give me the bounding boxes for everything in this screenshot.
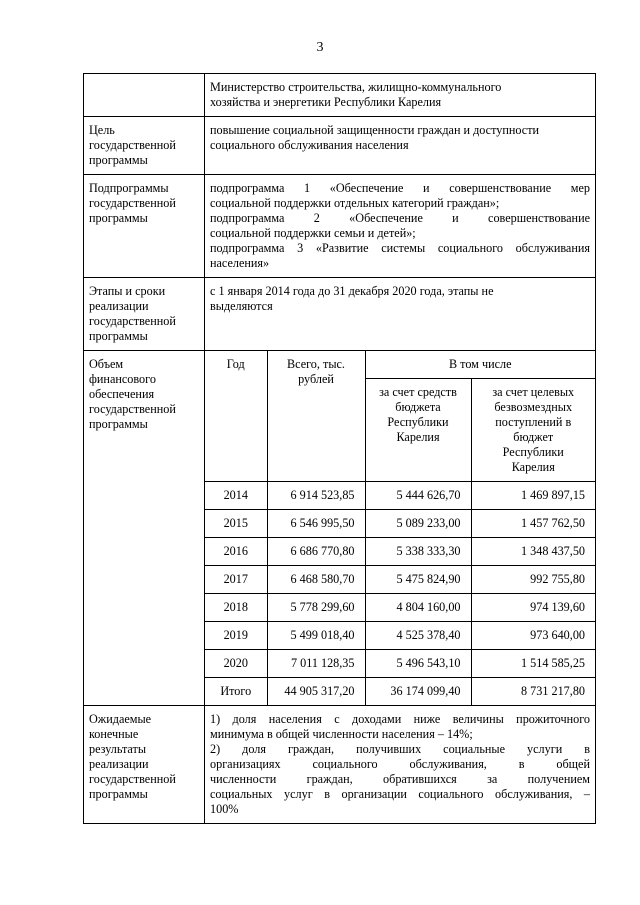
label-line: Подпрограммы xyxy=(89,181,169,195)
label-line: конечные xyxy=(89,727,139,741)
total-cell: 6 468 580,70 xyxy=(267,566,365,594)
text-line: подпрограмма 3 «Развитие системы социального обслуживания xyxy=(210,241,590,255)
total-cell: 6 914 523,85 xyxy=(267,482,365,510)
budget-cell: 5 475 824,90 xyxy=(365,566,471,594)
label-line: Ожидаемые xyxy=(89,712,152,726)
results-value xyxy=(205,706,596,824)
text-line: с 1 января 2014 года до 31 декабря 2020 года, этапы не xyxy=(210,284,494,298)
financing-label xyxy=(84,351,205,706)
label-line: финансового xyxy=(89,372,156,386)
text-line: организациях социального обслуживания, в общей xyxy=(210,757,590,771)
header-line: Республики xyxy=(502,445,564,459)
financing-row xyxy=(205,538,595,566)
header-line: безвозмездных xyxy=(494,400,573,414)
label-line: программы xyxy=(89,787,148,801)
financing-row xyxy=(205,510,595,538)
label-line: обеспечения xyxy=(89,387,155,401)
financing-table xyxy=(205,351,595,705)
year-cell: 2015 xyxy=(205,510,267,538)
grants-cell: 1 514 585,25 xyxy=(471,650,595,678)
header-line: Карелия xyxy=(396,430,440,444)
text-line: повышение социальной защищенности граждан и доступности xyxy=(210,123,540,137)
label-line: Объем xyxy=(89,357,124,371)
year-cell: 2016 xyxy=(205,538,267,566)
year-cell: 2017 xyxy=(205,566,267,594)
text-line: минимума в общей численности населения – 14%; xyxy=(210,727,473,741)
header-grants xyxy=(471,379,595,482)
year-cell: Итого xyxy=(205,678,267,706)
text-line: социальной поддержки отдельных категорий граждан»; xyxy=(210,196,500,210)
budget-cell: 5 444 626,70 xyxy=(365,482,471,510)
label-line: программы xyxy=(89,153,148,167)
budget-cell: 5 089 233,00 xyxy=(365,510,471,538)
text-line: социальной поддержки семьи и детей»; xyxy=(210,226,416,240)
label-line: государственной xyxy=(89,138,176,152)
header-line: Всего, тыс. xyxy=(287,357,345,371)
subprograms-value xyxy=(205,175,596,278)
total-cell: 6 546 995,50 xyxy=(267,510,365,538)
executor-value xyxy=(205,74,596,117)
year-cell: 2018 xyxy=(205,594,267,622)
grants-cell: 8 731 217,80 xyxy=(471,678,595,706)
goal-value xyxy=(205,117,596,175)
goal-label xyxy=(84,117,205,175)
label-line: государственной xyxy=(89,402,176,416)
header-including: В том числе xyxy=(365,351,595,379)
budget-cell: 36 174 099,40 xyxy=(365,678,471,706)
grants-cell: 1 469 897,15 xyxy=(471,482,595,510)
row-results xyxy=(84,706,596,824)
text-line: подпрограмма 2 «Обеспечение и совершенствование xyxy=(210,211,590,225)
label-line: реализации xyxy=(89,757,149,771)
passport-table xyxy=(83,73,596,824)
label-line: государственной xyxy=(89,314,176,328)
financing-row xyxy=(205,482,595,510)
grants-cell: 1 348 437,50 xyxy=(471,538,595,566)
total-cell: 6 686 770,80 xyxy=(267,538,365,566)
results-label xyxy=(84,706,205,824)
label-line: программы xyxy=(89,211,148,225)
total-cell: 5 499 018,40 xyxy=(267,622,365,650)
text-line: подпрограмма 1 «Обеспечение и совершенствование мер xyxy=(210,181,590,195)
label-line: результаты xyxy=(89,742,147,756)
header-line: бюджета xyxy=(395,400,441,414)
text-line: Министерство строительства, жилищно-коммунального xyxy=(210,80,502,94)
subprograms-label xyxy=(84,175,205,278)
text-line: 100% xyxy=(210,802,239,816)
grants-cell: 973 640,00 xyxy=(471,622,595,650)
financing-row xyxy=(205,622,595,650)
budget-cell: 5 338 333,30 xyxy=(365,538,471,566)
label-line: Этапы и сроки xyxy=(89,284,166,298)
header-line: бюджет xyxy=(513,430,554,444)
total-cell: 7 011 128,35 xyxy=(267,650,365,678)
header-line: Республики xyxy=(387,415,449,429)
label-line: реализации xyxy=(89,299,149,313)
stages-label xyxy=(84,278,205,351)
header-total xyxy=(267,351,365,482)
text-line: хозяйства и энергетики Республики Карелия xyxy=(210,95,442,109)
stages-value xyxy=(205,278,596,351)
row-executor xyxy=(84,74,596,117)
grants-cell: 1 457 762,50 xyxy=(471,510,595,538)
label-line: государственной xyxy=(89,772,176,786)
grants-cell: 992 755,80 xyxy=(471,566,595,594)
page-number: 3 xyxy=(316,40,324,55)
year-cell: 2019 xyxy=(205,622,267,650)
label-line: программы xyxy=(89,417,148,431)
financing-row xyxy=(205,594,595,622)
header-line: Карелия xyxy=(511,460,555,474)
year-cell: 2014 xyxy=(205,482,267,510)
executor-label xyxy=(84,74,205,117)
grants-cell: 974 139,60 xyxy=(471,594,595,622)
text-line: 2) доля граждан, получивших социальные услуги в xyxy=(210,742,590,756)
total-cell: 44 905 317,20 xyxy=(267,678,365,706)
budget-cell: 5 496 543,10 xyxy=(365,650,471,678)
row-stages xyxy=(84,278,596,351)
header-line: рублей xyxy=(298,372,334,386)
label-line: государственной xyxy=(89,196,176,210)
header-line: за счет целевых xyxy=(492,385,575,399)
text-line: выделяются xyxy=(210,299,273,313)
financing-row xyxy=(205,650,595,678)
year-cell: 2020 xyxy=(205,650,267,678)
text-line: численности граждан, обратившихся за получением xyxy=(210,772,590,786)
financing-total-row xyxy=(205,678,595,706)
text-line: социальных услуг в организации социального обслуживания, – xyxy=(210,787,590,801)
row-goal xyxy=(84,117,596,175)
budget-cell: 4 525 378,40 xyxy=(365,622,471,650)
label-line: Цель xyxy=(89,123,115,137)
header-line: за счет средств xyxy=(379,385,457,399)
row-subprograms xyxy=(84,175,596,278)
row-financing xyxy=(84,351,596,706)
text-line: 1) доля населения с доходами ниже величины прожиточного xyxy=(210,712,590,726)
financing-row xyxy=(205,566,595,594)
header-year: Год xyxy=(205,351,267,482)
header-line: поступлений в xyxy=(495,415,572,429)
label-line: программы xyxy=(89,329,148,343)
financing-table-cell xyxy=(205,351,596,706)
financing-header-row xyxy=(205,351,595,379)
text-line: социального обслуживания населения xyxy=(210,138,409,152)
text-line: населения» xyxy=(210,256,270,270)
budget-cell: 4 804 160,00 xyxy=(365,594,471,622)
total-cell: 5 778 299,60 xyxy=(267,594,365,622)
header-budget xyxy=(365,379,471,482)
